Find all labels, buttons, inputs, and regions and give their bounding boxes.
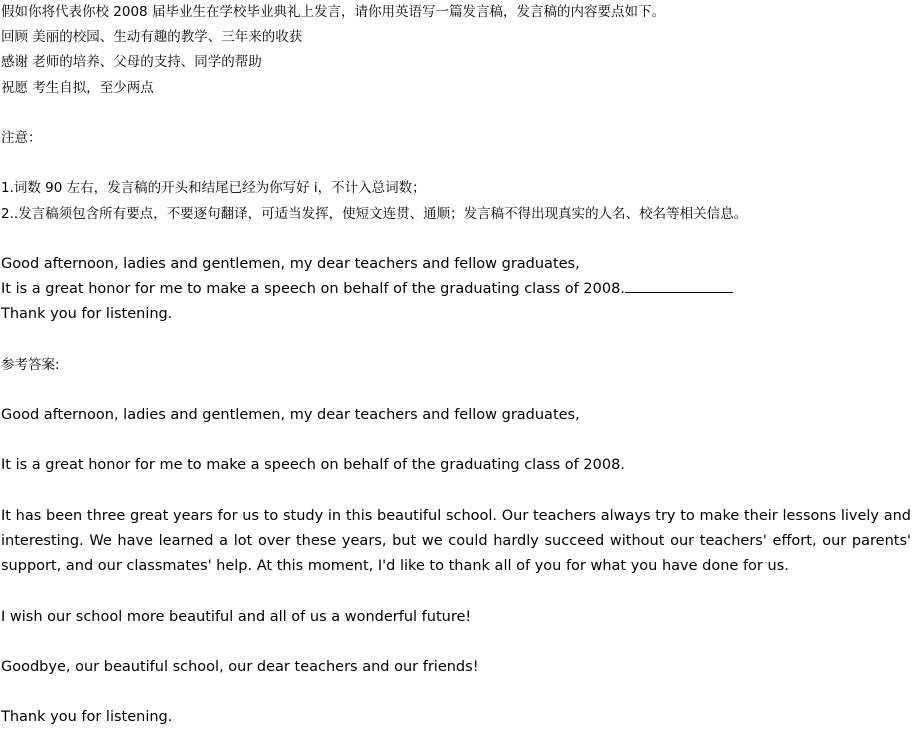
answer-closing: Thank you for listening. (1, 709, 173, 726)
spacer (1, 101, 911, 126)
spacer (1, 428, 911, 453)
answer-goodbye: Goodbye, our beautiful school, our dear teachers and our friends! (1, 658, 479, 675)
spacer (1, 227, 911, 252)
answer-wish: I wish our school more beautiful and all of us a wonderful future! (1, 608, 472, 625)
spacer (1, 479, 911, 504)
spacer (1, 378, 911, 403)
spacer (1, 680, 911, 705)
note-item-word-count: 1.词数 90 左右，发言稿的开头和结尾已经为你写好 i，不计入总词数； (1, 180, 426, 197)
answer-body-paragraph: It has been three great years for us to study in this beautiful school. Our teachers always try to make their lessons lively and interesting. We have learned a lot over these years, but we could hardly succeed without our teachers' effort, our parents' support, and our classmates' help. At this moment, I'd like to thank all of you for what you have done for us. (1, 507, 911, 575)
answer-greeting: Good afternoon, ladies and gentlemen, my dear teachers and fellow graduates, (1, 407, 580, 423)
spacer (1, 630, 911, 655)
prompt-point-wishes: 祝愿 考生自拟，至少两点 (1, 79, 154, 96)
answer-heading: 参考答案: (1, 356, 60, 373)
prompt-intro: 假如你将代表你校 2008 届毕业生在学校毕业典礼上发言，请你用英语写一篇发言稿，发言稿的内容要点如下。 (1, 4, 665, 20)
note-item-requirements: 2..发言稿须包含所有要点，不要逐句翻译，可适当发挥，使短文连贯、通顺；发言稿不得出现真实的人名、校名等相关信息。 (1, 205, 748, 222)
spacer (1, 327, 911, 352)
answer-opening: It is a great honor for me to make a speech on behalf of the graduating class of 2008. (1, 457, 625, 474)
template-opening: It is a great honor for me to make a speech on behalf of the graduating class of 2008. (1, 281, 625, 298)
template-opening-line (1, 277, 911, 302)
template-closing: Thank you for listening. (1, 306, 173, 323)
prompt-point-review: 回顾 美丽的校园、生动有趣的教学、三年来的收获 (1, 29, 303, 46)
spacer (1, 151, 911, 176)
spacer (1, 579, 911, 604)
prompt-point-thanks: 感谢 老师的培养、父母的支持、同学的帮助 (1, 54, 262, 71)
notes-heading: 注意： (1, 129, 42, 146)
answer-blank (625, 278, 733, 293)
template-greeting: Good afternoon, ladies and gentlemen, my dear teachers and fellow graduates, (1, 255, 580, 272)
